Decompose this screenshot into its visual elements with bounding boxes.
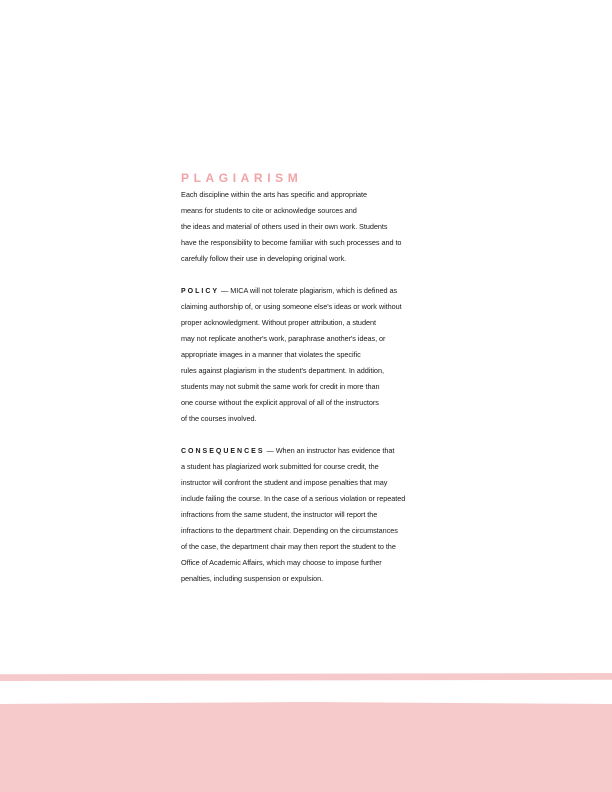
consequences-line: penalties, including suspension or expulsion. bbox=[181, 574, 324, 583]
intro-line: means for students to cite or acknowledge sources and bbox=[181, 206, 357, 215]
policy-line: claiming authorship of, or using someone else's ideas or work without bbox=[181, 302, 402, 311]
decorative-stripe bbox=[0, 673, 612, 681]
intro-line: Each discipline within the arts has specific and appropriate bbox=[181, 190, 368, 199]
paragraph-spacer bbox=[181, 427, 433, 443]
document-body bbox=[181, 171, 433, 587]
consequences-first-line-text: — When an instructor has evidence that bbox=[264, 446, 395, 455]
policy-line: appropriate images in a manner that violates the specific bbox=[181, 350, 361, 359]
policy-line: may not replicate another's work, paraphrase another's ideas, or bbox=[181, 334, 386, 343]
consequences-line: Office of Academic Affairs, which may choose to impose further bbox=[181, 558, 382, 567]
decorative-footer-band bbox=[0, 700, 612, 792]
consequences-line: include failing the course. In the case of a serious violation or repeated bbox=[181, 494, 406, 503]
policy-first-line-text: — MICA will not tolerate plagiarism, which is defined as bbox=[219, 286, 398, 295]
intro-line: have the responsibility to become familiar with such processes and to bbox=[181, 238, 402, 247]
policy-line: of the courses involved. bbox=[181, 414, 257, 423]
policy-line: one course without the explicit approval of all of the instructors bbox=[181, 398, 379, 407]
page-title: PLAGIARISM bbox=[181, 171, 303, 185]
policy-line: rules against plagiarism in the student's department. In addition, bbox=[181, 366, 384, 375]
policy-first-line bbox=[181, 283, 433, 299]
consequences-line: instructor will confront the student and impose penalties that may bbox=[181, 478, 388, 487]
intro-line: carefully follow their use in developing original work. bbox=[181, 254, 347, 263]
policy-lead: POLICY bbox=[181, 288, 220, 295]
paragraph-spacer bbox=[181, 267, 433, 283]
intro-paragraph bbox=[181, 187, 433, 267]
consequences-first-line bbox=[181, 443, 433, 459]
consequences-line: a student has plagiarized work submitted for course credit, the bbox=[181, 462, 379, 471]
policy-line: students may not submit the same work for credit in more than bbox=[181, 382, 380, 391]
consequences-line: of the case, the department chair may then report the student to the bbox=[181, 542, 396, 551]
policy-paragraph bbox=[181, 283, 433, 427]
intro-line: the ideas and material of others used in their own work. Students bbox=[181, 222, 388, 231]
consequences-line: infractions to the department chair. Depending on the circumstances bbox=[181, 526, 398, 535]
consequences-line: infractions from the same student, the instructor will report the bbox=[181, 510, 378, 519]
consequences-lead: CONSEQUENCES bbox=[181, 448, 265, 455]
consequences-paragraph bbox=[181, 443, 433, 587]
policy-line: proper acknowledgment. Without proper attribution, a student bbox=[181, 318, 376, 327]
